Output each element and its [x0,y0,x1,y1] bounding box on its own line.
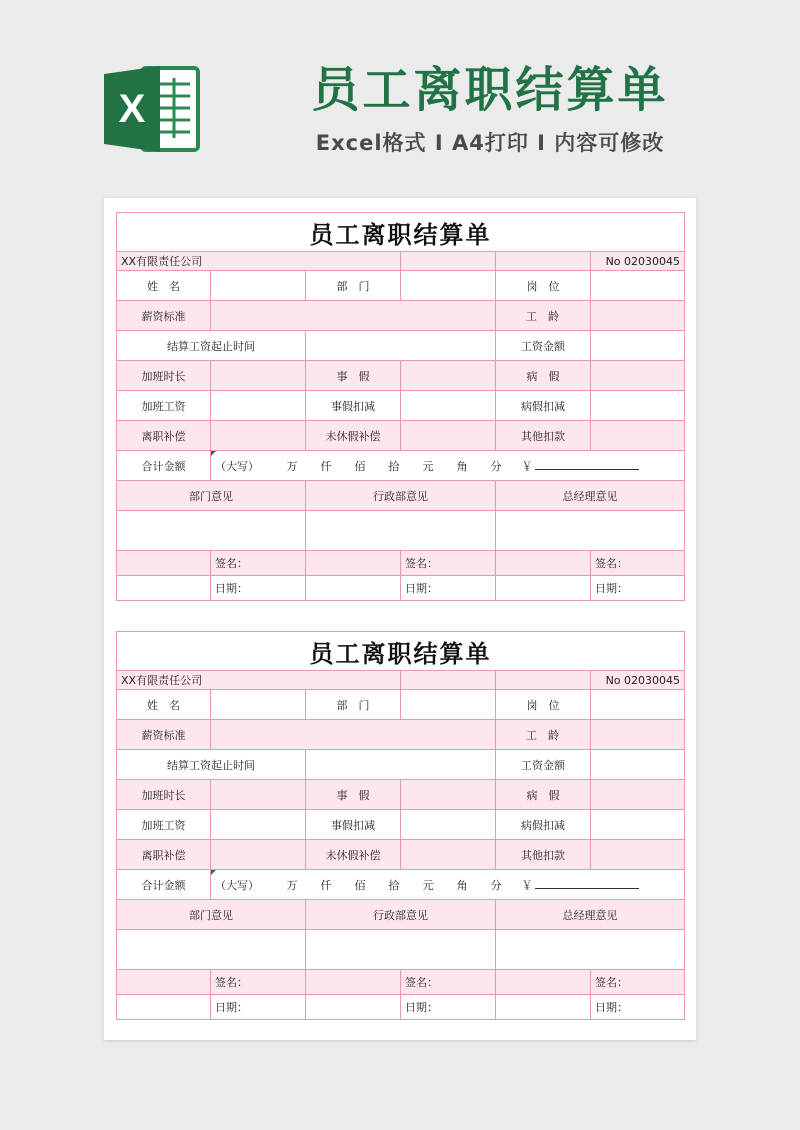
gm-opinion-label: 总经理意见 [496,481,685,511]
unit-fen: 分 [490,459,502,473]
total-label: 合计金额 [117,870,211,900]
personal-leave-field[interactable] [401,780,496,810]
position-field[interactable] [591,271,685,301]
gm-date-label[interactable]: 日期： [591,995,685,1020]
paper-sheet [104,198,696,1040]
salary-std-field[interactable] [211,301,496,331]
amount-underline [535,459,639,470]
unit-jiao: 角 [456,878,468,892]
settlement-form-1 [116,212,684,601]
dept-field[interactable] [401,690,496,720]
other-deduct-label: 其他扣款 [496,421,591,451]
gm-sign-label[interactable]: 签名： [591,970,685,995]
unit-qian: 仟 [320,459,332,473]
total-amount-field[interactable] [211,870,685,900]
dept-label: 部 门 [306,271,401,301]
personal-deduct-field[interactable] [401,810,496,840]
unused-leave-label: 未休假补偿 [306,840,401,870]
unit-shi: 拾 [388,459,400,473]
admin-opinion-field[interactable] [306,511,496,551]
blank-cell [117,551,211,576]
period-field[interactable] [306,750,496,780]
form-table [116,631,685,1020]
overtime-hours-label: 加班时长 [117,361,211,391]
admin-opinion-label: 行政部意见 [306,481,496,511]
gm-opinion-field[interactable] [496,930,685,970]
overtime-hours-label: 加班时长 [117,780,211,810]
dept-opinion-label: 部门意见 [117,481,306,511]
period-field[interactable] [306,331,496,361]
unit-qian: 仟 [320,878,332,892]
salary-std-field[interactable] [211,720,496,750]
sick-deduct-field[interactable] [591,810,685,840]
settlement-form-2 [116,631,684,1020]
unit-wan: 万 [286,459,298,473]
unit-yuan: 元 [422,459,434,473]
position-label: 岗 位 [496,271,591,301]
unit-yuan: 元 [422,878,434,892]
personal-deduct-label: 事假扣减 [306,391,401,421]
dept-sign-label[interactable]: 签名： [211,551,306,576]
overtime-pay-field[interactable] [211,391,306,421]
wage-amount-field[interactable] [591,331,685,361]
dept-field[interactable] [401,271,496,301]
dept-opinion-label: 部门意见 [117,900,306,930]
overtime-hours-field[interactable] [211,361,306,391]
dept-date-label[interactable]: 日期： [211,576,306,601]
blank-cell[interactable] [496,252,591,271]
personal-leave-field[interactable] [401,361,496,391]
unit-wan: 万 [286,878,298,892]
yen-sign: ￥ [521,459,533,473]
dept-date-label[interactable]: 日期： [211,995,306,1020]
dept-opinion-field[interactable] [117,511,306,551]
personal-deduct-label: 事假扣减 [306,810,401,840]
unit-shi: 拾 [388,878,400,892]
dept-sign-label[interactable]: 签名： [211,970,306,995]
sick-deduct-label: 病假扣减 [496,810,591,840]
form-title: 员工离职结算单 [117,213,685,252]
wage-amount-label: 工资金额 [496,750,591,780]
form-number: No 02030045 [591,252,685,271]
severance-label: 离职补偿 [117,840,211,870]
unused-leave-field[interactable] [401,421,496,451]
gm-date-label[interactable]: 日期： [591,576,685,601]
blank-cell [496,551,591,576]
blank-cell [496,970,591,995]
unit-bai: 佰 [354,878,366,892]
unused-leave-label: 未休假补偿 [306,421,401,451]
banner-title: 员工离职结算单 [311,62,669,118]
other-deduct-field[interactable] [591,840,685,870]
blank-cell[interactable] [496,671,591,690]
salary-std-label: 薪资标准 [117,720,211,750]
overtime-pay-field[interactable] [211,810,306,840]
sick-deduct-field[interactable] [591,391,685,421]
logo-letter: X [118,87,146,131]
amount-underline [535,878,639,889]
position-field[interactable] [591,690,685,720]
company-name: XX有限责任公司 [117,671,401,690]
overtime-pay-label: 加班工资 [117,391,211,421]
name-field[interactable] [211,690,306,720]
unused-leave-field[interactable] [401,840,496,870]
sick-leave-field[interactable] [591,780,685,810]
seniority-field[interactable] [591,301,685,331]
other-deduct-field[interactable] [591,421,685,451]
seniority-label: 工 龄 [496,720,591,750]
gm-sign-label[interactable]: 签名： [591,551,685,576]
seniority-label: 工 龄 [496,301,591,331]
blank-cell [117,576,211,601]
banner [0,0,800,200]
sick-leave-label: 病 假 [496,361,591,391]
excel-logo-icon [102,62,202,156]
admin-sign-label[interactable]: 签名： [401,970,496,995]
blank-cell [117,995,211,1020]
unit-fen: 分 [490,878,502,892]
admin-opinion-label: 行政部意见 [306,900,496,930]
unit-bai: 佰 [354,459,366,473]
blank-cell [306,970,401,995]
gm-opinion-label: 总经理意见 [496,900,685,930]
severance-field[interactable] [211,421,306,451]
capital-label: （大写） [215,459,259,473]
blank-cell [306,995,401,1020]
name-field[interactable] [211,271,306,301]
blank-cell [496,995,591,1020]
blank-cell [117,970,211,995]
name-label: 姓 名 [117,690,211,720]
sick-leave-field[interactable] [591,361,685,391]
sick-leave-label: 病 假 [496,780,591,810]
personal-leave-label: 事 假 [306,780,401,810]
blank-cell[interactable] [401,671,496,690]
total-label: 合计金额 [117,451,211,481]
admin-date-label[interactable]: 日期： [401,995,496,1020]
seniority-field[interactable] [591,720,685,750]
name-label: 姓 名 [117,271,211,301]
overtime-hours-field[interactable] [211,780,306,810]
admin-opinion-field[interactable] [306,930,496,970]
gm-opinion-field[interactable] [496,511,685,551]
capital-label: （大写） [215,878,259,892]
wage-amount-label: 工资金额 [496,331,591,361]
yen-sign: ￥ [521,878,533,892]
period-label: 结算工资起止时间 [117,750,306,780]
admin-sign-label[interactable]: 签名： [401,551,496,576]
position-label: 岗 位 [496,690,591,720]
banner-subtitle: Excel格式 I A4打印 I 内容可修改 [315,131,665,155]
admin-date-label[interactable]: 日期： [401,576,496,601]
company-name: XX有限责任公司 [117,252,401,271]
personal-deduct-field[interactable] [401,391,496,421]
other-deduct-label: 其他扣款 [496,840,591,870]
dept-opinion-field[interactable] [117,930,306,970]
period-label: 结算工资起止时间 [117,331,306,361]
total-amount-field[interactable] [211,451,685,481]
blank-cell [496,576,591,601]
severance-field[interactable] [211,840,306,870]
unit-jiao: 角 [456,459,468,473]
blank-cell [306,551,401,576]
salary-std-label: 薪资标准 [117,301,211,331]
blank-cell[interactable] [401,252,496,271]
wage-amount-field[interactable] [591,750,685,780]
personal-leave-label: 事 假 [306,361,401,391]
form-title: 员工离职结算单 [117,632,685,671]
form-table [116,212,685,601]
form-number: No 02030045 [591,671,685,690]
blank-cell [306,576,401,601]
overtime-pay-label: 加班工资 [117,810,211,840]
severance-label: 离职补偿 [117,421,211,451]
dept-label: 部 门 [306,690,401,720]
sick-deduct-label: 病假扣减 [496,391,591,421]
